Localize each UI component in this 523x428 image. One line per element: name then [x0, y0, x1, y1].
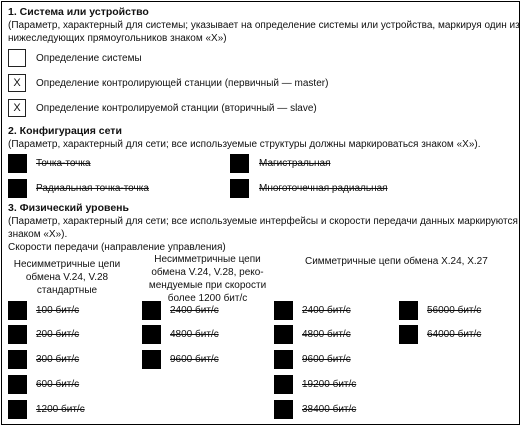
speed-label-4800-bal: 4800 бит/с [302, 329, 351, 340]
option-label-slave-station: Определение контролируемой станции (вторичный — slave) [36, 103, 317, 114]
section2-desc: (Параметр, характерный для сети; все используемые структуры должны маркироваться знаком «Х»). [8, 139, 481, 150]
checkbox-speed-2400-unbal[interactable] [142, 301, 161, 320]
checkbox-speed-19200[interactable] [274, 375, 293, 394]
checkbox-multipoint-radial[interactable] [230, 179, 249, 198]
section2-title: 2. Конфигурация сети [8, 125, 122, 137]
checkbox-slave-station[interactable]: X [8, 99, 26, 117]
section1-desc-line2: нижеследующих прямоугольников знаком «Х») [8, 33, 227, 44]
option-label-multipoint-radial: Многоточечная радиальная [259, 183, 388, 194]
option-label-bus: Магистральная [259, 158, 331, 169]
checkbox-speed-9600-bal[interactable] [274, 350, 293, 369]
section3-desc-line2: знаком «Х»). [8, 229, 68, 240]
checkbox-speed-2400-bal[interactable] [274, 301, 293, 320]
checkbox-speed-100[interactable] [8, 301, 27, 320]
checkbox-speed-9600-unbal[interactable] [142, 350, 161, 369]
section1-title: 1. Система или устройство [8, 6, 149, 18]
speed-label-19200: 19200 бит/с [302, 379, 357, 390]
checkbox-speed-64000[interactable] [399, 325, 418, 344]
speed-label-600: 600 бит/с [36, 379, 80, 390]
speed-label-38400: 38400 бит/с [302, 404, 357, 415]
checkbox-system-definition[interactable] [8, 49, 26, 67]
option-label-system-definition: Определение системы [36, 53, 142, 64]
section1-desc-line1: (Параметр, характерный для системы; указывает на определение системы или устройства, маркируя один из [8, 20, 520, 31]
checkbox-bus[interactable] [230, 154, 249, 173]
speed-label-100: 100 бит/с [36, 305, 80, 316]
checkbox-speed-200[interactable] [8, 325, 27, 344]
speeds-label: Скорости передачи (направление управления) [8, 242, 226, 253]
speed-label-9600-bal: 9600 бит/с [302, 354, 351, 365]
col3-header: Симметричные цепи обмена Х.24, Х.27 [305, 256, 488, 267]
speed-label-4800-unbal: 4800 бит/с [170, 329, 219, 340]
section3-desc-line1: (Параметр, характерный для сети; все используемые интерфейсы и скорости передачи данных маркируются [8, 216, 518, 227]
checkbox-radial-point-to-point[interactable] [8, 179, 27, 198]
checkbox-speed-300[interactable] [8, 350, 27, 369]
option-label-radial-point-to-point: Радиальная точка-точка [36, 183, 149, 194]
checkbox-speed-56000[interactable] [399, 301, 418, 320]
checkbox-speed-4800-unbal[interactable] [142, 325, 161, 344]
speed-label-9600-unbal: 9600 бит/с [170, 354, 219, 365]
col2-header: Несимметричные цепи обмена V.24, V.28, реко- мендуемые при скорости более 1200 бит/с [148, 254, 267, 304]
speed-label-64000: 64000 бит/с [427, 329, 482, 340]
col1-header: Несимметричные цепи обмена V.24, V.28 стандартные [13, 259, 121, 296]
checkbox-speed-4800-bal[interactable] [274, 325, 293, 344]
checkbox-speed-600[interactable] [8, 375, 27, 394]
speed-label-56000: 56000 бит/с [427, 305, 482, 316]
option-label-point-to-point: Точка-точка [36, 158, 91, 169]
checkbox-point-to-point[interactable] [8, 154, 27, 173]
document-frame [1, 1, 520, 425]
option-label-master-station: Определение контролирующей станции (первичный — master) [36, 78, 329, 89]
checkbox-master-station[interactable]: X [8, 74, 26, 92]
checkbox-speed-38400[interactable] [274, 400, 293, 419]
speed-label-2400-unbal: 2400 бит/с [170, 305, 219, 316]
speed-label-300: 300 бит/с [36, 354, 80, 365]
section3-title: 3. Физический уровень [8, 202, 129, 214]
speed-label-200: 200 бит/с [36, 329, 80, 340]
checkbox-speed-1200[interactable] [8, 400, 27, 419]
speed-label-2400-bal: 2400 бит/с [302, 305, 351, 316]
speed-label-1200: 1200 бит/с [36, 404, 85, 415]
